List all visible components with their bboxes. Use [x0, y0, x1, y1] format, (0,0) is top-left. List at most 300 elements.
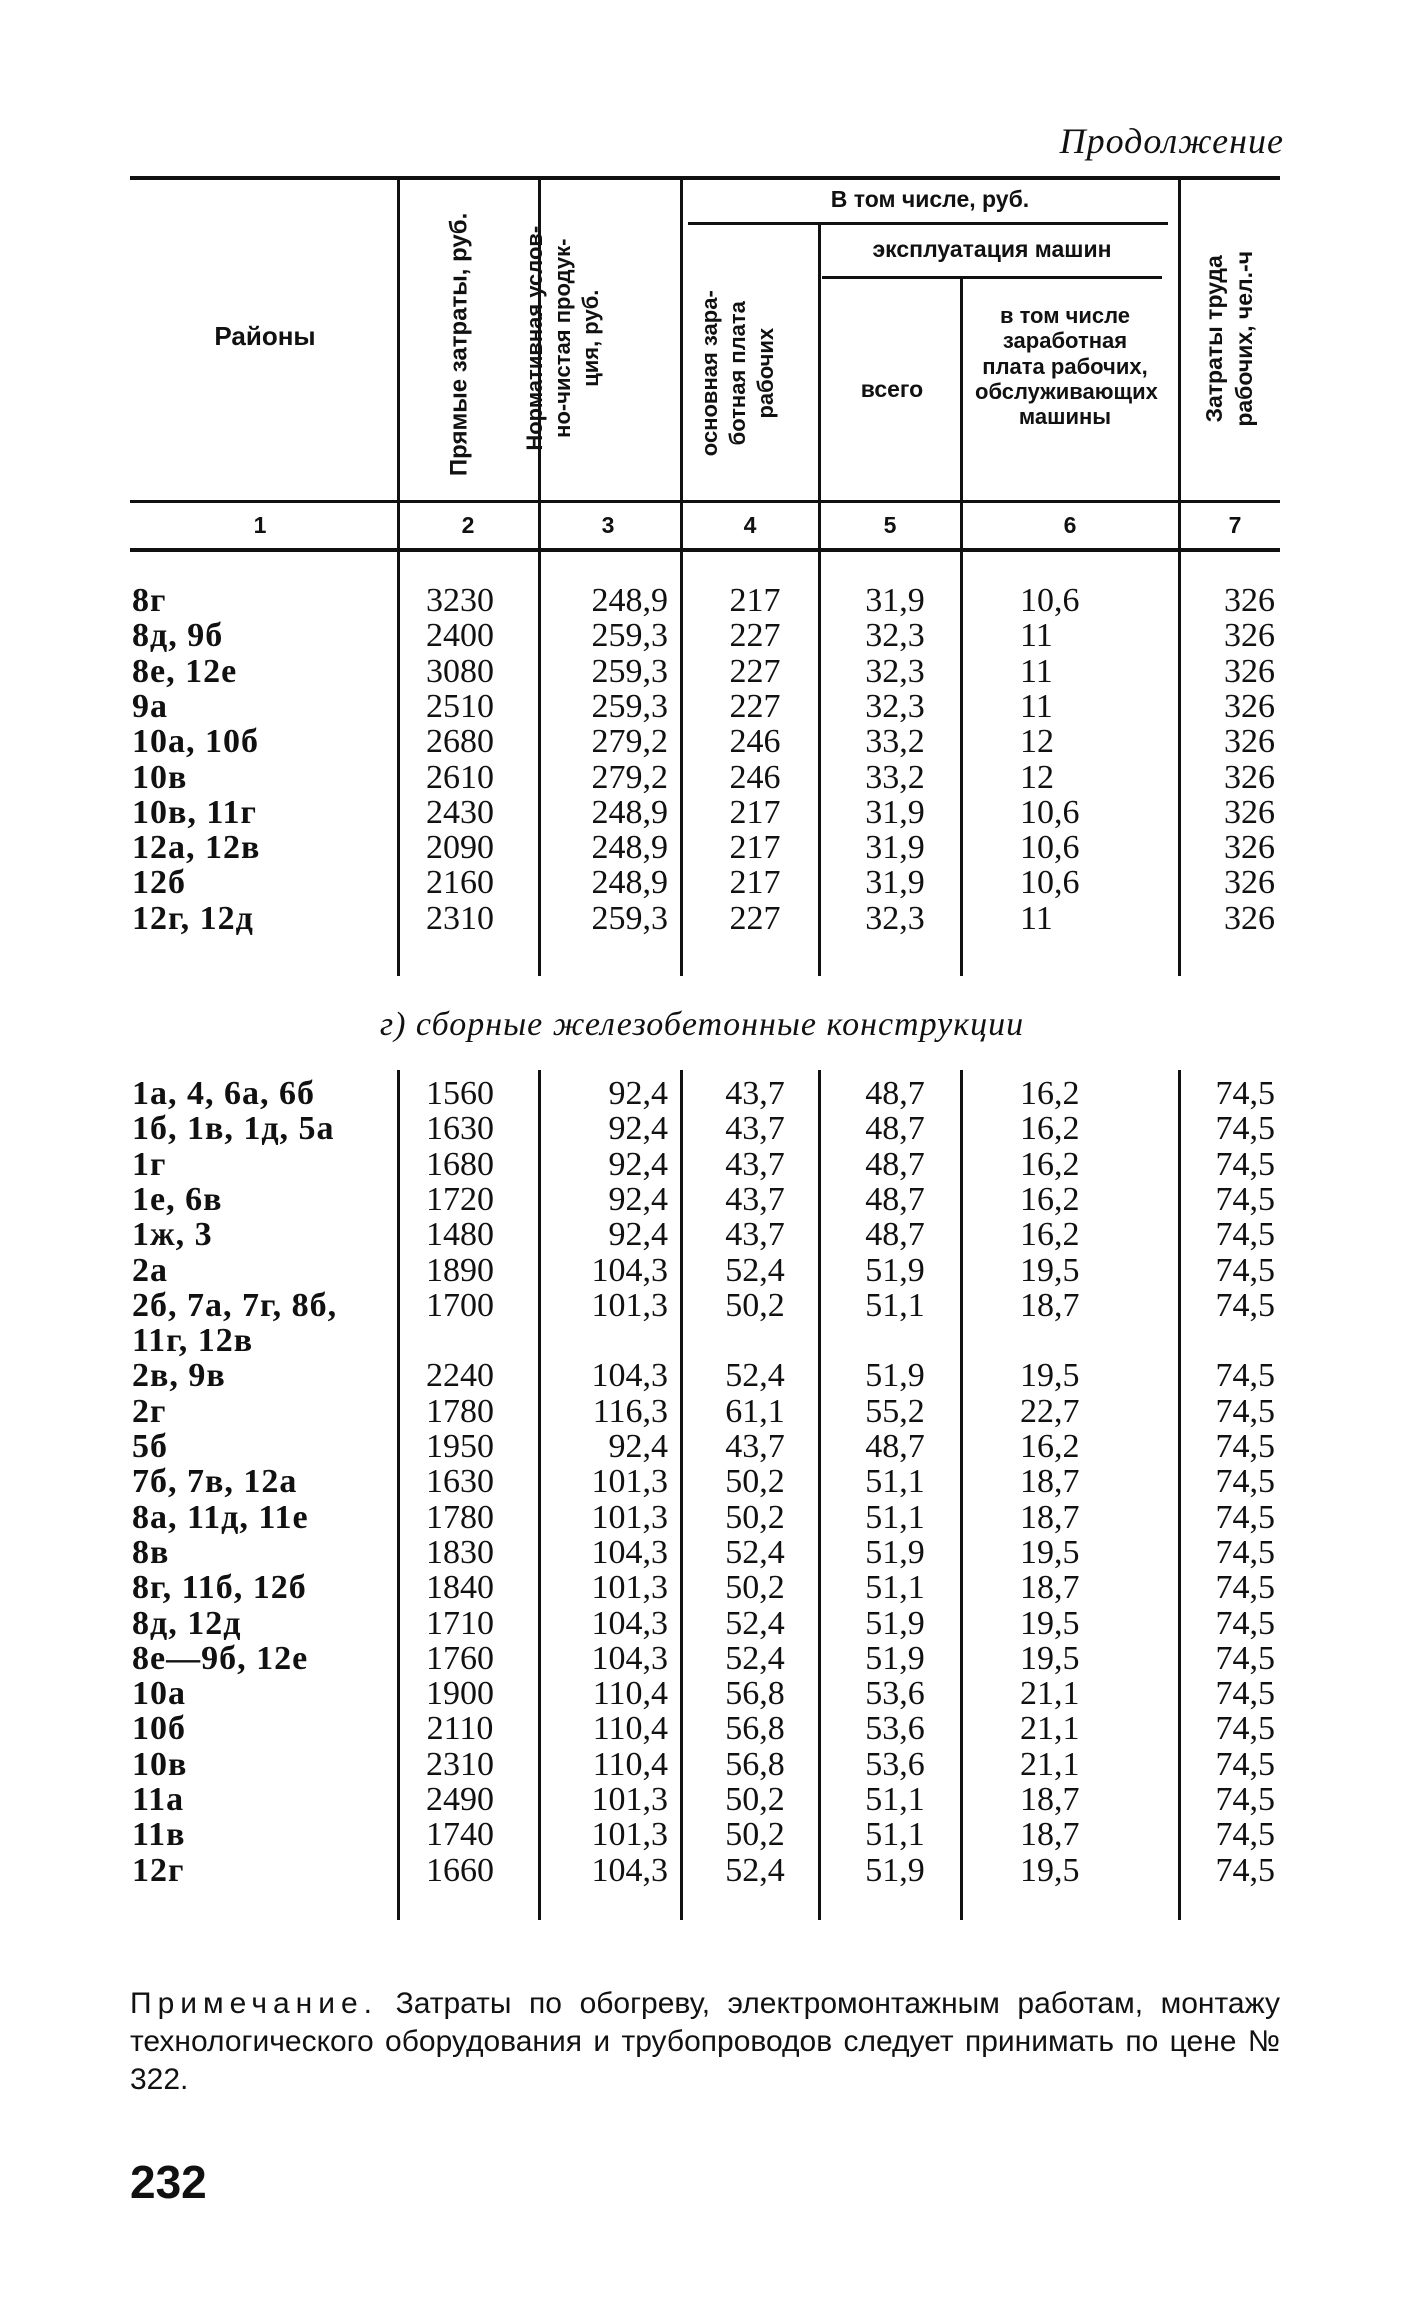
cell-region: 8г, 11б, 12б: [132, 1569, 307, 1607]
header-group-incl: В том числе, руб.: [830, 186, 1030, 212]
header-normative-output: [450, 190, 620, 490]
cell-machines-total: 55,2: [865, 1392, 925, 1430]
cell-normative-output: 248,9: [591, 793, 668, 831]
cell-direct-costs: 2310: [426, 899, 494, 937]
header-base-wages-line: основная зара-: [696, 290, 722, 457]
header-labor-costs-line: рабочих, чел.-ч: [1231, 250, 1258, 427]
cell-labor-costs: 74,5: [1215, 1463, 1275, 1501]
cell-base-wages: 52,4: [725, 1604, 785, 1642]
cell-normative-output: 104,3: [591, 1251, 668, 1289]
cell-base-wages: 56,8: [725, 1675, 785, 1713]
continuation-label: Продолжение: [1059, 121, 1284, 161]
header-normative-output-line: Нормативная услов-: [521, 225, 547, 451]
cell-base-wages: 227: [729, 652, 781, 690]
column-number: 3: [601, 512, 615, 538]
cell-labor-costs: 74,5: [1215, 1286, 1275, 1324]
cell-machines-total: 51,1: [865, 1286, 925, 1324]
cell-normative-output: 101,3: [591, 1498, 668, 1536]
table-row: [0, 795, 1404, 831]
cell-region: 11а: [132, 1781, 185, 1818]
cell-operator-wages: 22,7: [1020, 1392, 1080, 1430]
cell-region: 1а, 4, 6а, 6б: [132, 1075, 315, 1112]
cell-region: 1г: [132, 1145, 167, 1183]
cell-direct-costs: 1780: [426, 1498, 494, 1536]
cell-region: 12а, 12в: [132, 829, 261, 867]
cell-direct-costs: 1630: [426, 1110, 494, 1148]
cell-normative-output: 259,3: [591, 617, 668, 655]
table-row: [0, 1500, 1404, 1536]
cell-base-wages: 43,7: [725, 1110, 785, 1148]
cell-machines-total: 51,9: [865, 1357, 925, 1395]
cell-base-wages: 52,4: [725, 1851, 785, 1889]
cell-normative-output: 101,3: [591, 1286, 668, 1324]
table-row: [0, 1217, 1404, 1253]
cell-machines-total: 31,9: [865, 829, 925, 867]
cell-operator-wages: 11: [1020, 899, 1053, 937]
cell-normative-output: 104,3: [591, 1604, 668, 1642]
cell-labor-costs: 74,5: [1215, 1428, 1275, 1465]
cell-region: 12б: [132, 864, 186, 902]
footnote: [130, 1985, 1280, 2099]
header-direct-costs: Прямые затраты, руб.: [445, 212, 473, 477]
cell-labor-costs: 74,5: [1215, 1110, 1275, 1148]
cell-operator-wages: 18,7: [1020, 1498, 1080, 1536]
cell-region: 1ж, 3: [132, 1216, 213, 1254]
cell-machines-total: 51,9: [865, 1533, 925, 1571]
cell-machines-total: 51,1: [865, 1498, 925, 1536]
cell-machines-total: 53,6: [865, 1710, 925, 1748]
cell-base-wages: 43,7: [725, 1145, 785, 1183]
cell-operator-wages: 19,5: [1020, 1533, 1080, 1571]
table-row: [0, 830, 1404, 866]
cell-base-wages: 52,4: [725, 1533, 785, 1571]
header-operator-wages: в том числе заработная плата рабочих, обслуживающих машины: [975, 303, 1158, 430]
cell-machines-total: 33,2: [865, 723, 925, 761]
cell-labor-costs: 74,5: [1215, 1533, 1275, 1571]
cell-machines-total: 51,9: [865, 1851, 925, 1889]
cell-normative-output: 279,2: [591, 723, 668, 761]
cell-normative-output: 116,3: [592, 1392, 668, 1430]
cell-operator-wages: 21,1: [1020, 1710, 1080, 1748]
table-row: [0, 1535, 1404, 1571]
cell-operator-wages: 11: [1020, 687, 1053, 725]
cell-base-wages: 43,7: [725, 1216, 785, 1254]
cell-normative-output: 259,3: [591, 687, 668, 725]
cell-operator-wages: 19,5: [1020, 1251, 1080, 1289]
header-divider: [818, 225, 821, 500]
cell-labor-costs: 74,5: [1215, 1604, 1275, 1642]
cell-direct-costs: 1720: [426, 1180, 494, 1218]
cell-labor-costs: 74,5: [1215, 1075, 1275, 1112]
cell-direct-costs: 2510: [426, 687, 494, 725]
cell-base-wages: 52,4: [725, 1639, 785, 1677]
cell-labor-costs: 326: [1224, 582, 1275, 619]
cell-direct-costs: 3080: [426, 652, 494, 690]
colnum-divider: [1178, 503, 1181, 549]
cell-labor-costs: 74,5: [1215, 1781, 1275, 1818]
cell-normative-output: 101,3: [591, 1781, 668, 1818]
cell-region: 2а: [132, 1251, 168, 1289]
cell-normative-output: 110,4: [592, 1745, 668, 1783]
column-number: 1: [253, 512, 267, 538]
cell-direct-costs: 1700: [426, 1286, 494, 1324]
cell-operator-wages: 16,2: [1020, 1180, 1080, 1218]
cell-direct-costs: 1760: [426, 1639, 494, 1677]
cell-normative-output: 104,3: [591, 1357, 668, 1395]
cell-region: 8е—9б, 12е: [132, 1639, 309, 1677]
cell-direct-costs: 1630: [426, 1463, 494, 1501]
table-row: [0, 1570, 1404, 1606]
header-normative-output-line: но-чистая продук-: [549, 238, 575, 438]
colnum-rule: [130, 548, 1280, 552]
cell-machines-total: 53,6: [865, 1745, 925, 1783]
cell-base-wages: 217: [729, 864, 781, 902]
cell-base-wages: 43,7: [725, 1180, 785, 1218]
cell-normative-output: 101,3: [591, 1816, 668, 1854]
colnum-divider: [818, 503, 821, 549]
cell-machines-total: 48,7: [865, 1216, 925, 1254]
cell-direct-costs: 2090: [426, 829, 494, 867]
cell-labor-costs: 74,5: [1215, 1180, 1275, 1218]
cell-base-wages: 217: [729, 793, 781, 831]
table-row: [0, 901, 1404, 937]
table-row: [0, 1358, 1404, 1394]
column-number: 4: [743, 512, 757, 538]
cell-normative-output: 104,3: [591, 1533, 668, 1571]
cell-labor-costs: 326: [1224, 652, 1275, 690]
cell-operator-wages: 21,1: [1020, 1745, 1080, 1783]
cell-normative-output: 259,3: [591, 899, 668, 937]
cell-machines-total: 32,3: [865, 899, 925, 937]
footnote-lead: Примечание.: [130, 1987, 378, 2020]
cell-direct-costs: 2610: [426, 758, 494, 796]
cell-base-wages: 50,2: [725, 1781, 785, 1818]
table-row: [0, 583, 1404, 619]
cell-direct-costs: 1830: [426, 1533, 494, 1571]
table-top-rule: [130, 176, 1280, 180]
cell-operator-wages: 18,7: [1020, 1569, 1080, 1607]
cell-direct-costs: 2400: [426, 617, 494, 655]
cell-region: 1е, 6в: [132, 1180, 223, 1218]
cell-machines-total: 48,7: [865, 1110, 925, 1148]
cell-direct-costs: 1900: [426, 1675, 494, 1713]
cell-direct-costs: 1710: [426, 1604, 494, 1642]
cell-direct-costs: 1680: [426, 1145, 494, 1183]
cell-labor-costs: 326: [1224, 687, 1275, 725]
cell-operator-wages: 12: [1020, 758, 1054, 796]
cell-normative-output: 92,4: [608, 1145, 668, 1183]
cell-operator-wages: 10,6: [1020, 829, 1080, 867]
cell-operator-wages: 16,2: [1020, 1145, 1080, 1183]
cell-normative-output: 248,9: [591, 864, 668, 902]
cell-operator-wages: 18,7: [1020, 1286, 1080, 1324]
cell-direct-costs: 1840: [426, 1569, 494, 1607]
cell-base-wages: 227: [729, 617, 781, 655]
table-row: [0, 1711, 1404, 1747]
cell-machines-total: 51,9: [865, 1604, 925, 1642]
colnum-divider: [397, 503, 400, 549]
cell-normative-output: 92,4: [608, 1428, 668, 1465]
cell-labor-costs: 74,5: [1215, 1498, 1275, 1536]
cell-operator-wages: 19,5: [1020, 1851, 1080, 1889]
colnum-divider: [960, 503, 963, 549]
cell-normative-output: 92,4: [608, 1216, 668, 1254]
cell-base-wages: 50,2: [725, 1569, 785, 1607]
table-row: [0, 1111, 1404, 1147]
cell-direct-costs: 1780: [426, 1392, 494, 1430]
table-row: [0, 1076, 1404, 1112]
cell-operator-wages: 21,1: [1020, 1675, 1080, 1713]
cell-base-wages: 227: [729, 687, 781, 725]
cell-region: 10в: [132, 1745, 188, 1783]
column-number: 5: [883, 512, 897, 538]
cell-region: 2б, 7а, 7г, 8б,: [132, 1286, 338, 1324]
cell-direct-costs: 2430: [426, 793, 494, 831]
cell-region: 5б: [132, 1428, 168, 1465]
cell-normative-output: 101,3: [591, 1569, 668, 1607]
header-divider: [397, 180, 400, 500]
cell-region: 10в, 11г: [132, 793, 257, 831]
table-row: [0, 1394, 1404, 1430]
cell-operator-wages: 11: [1020, 617, 1053, 655]
table-row: [0, 1429, 1404, 1465]
cell-machines-total: 51,1: [865, 1463, 925, 1501]
cell-machines-total: 33,2: [865, 758, 925, 796]
cell-direct-costs: 2240: [426, 1357, 494, 1395]
cell-direct-costs: 2110: [426, 1710, 494, 1748]
cell-direct-costs: 2490: [426, 1781, 494, 1818]
table-row: [0, 1641, 1404, 1677]
column-number: 7: [1228, 512, 1242, 538]
cell-region: 11г, 12в: [132, 1322, 254, 1360]
cell-labor-costs: 326: [1224, 899, 1275, 937]
header-machine-rule: [822, 276, 1162, 279]
cell-operator-wages: 11: [1020, 652, 1053, 690]
cell-labor-costs: 74,5: [1215, 1710, 1275, 1748]
cell-normative-output: 92,4: [608, 1075, 668, 1112]
colnum-divider: [680, 503, 683, 549]
table-row: [0, 1606, 1404, 1642]
section-title: г) сборные железобетонные конструкции: [379, 1006, 1025, 1043]
cell-base-wages: 43,7: [725, 1428, 785, 1465]
cell-labor-costs: 74,5: [1215, 1639, 1275, 1677]
cell-labor-costs: 74,5: [1215, 1216, 1275, 1254]
cell-machines-total: 51,1: [865, 1781, 925, 1818]
cell-region: 8д, 12д: [132, 1604, 242, 1642]
cell-machines-total: 32,3: [865, 617, 925, 655]
cell-machines-total: 51,1: [865, 1816, 925, 1854]
header-base-wages: [620, 240, 790, 490]
cell-operator-wages: 16,2: [1020, 1110, 1080, 1148]
cell-labor-costs: 326: [1224, 864, 1275, 902]
table-row: [0, 1464, 1404, 1500]
cell-labor-costs: 74,5: [1215, 1569, 1275, 1607]
cell-region: 10в: [132, 758, 188, 796]
cell-labor-costs: 74,5: [1215, 1145, 1275, 1183]
cell-direct-costs: 2310: [426, 1745, 494, 1783]
cell-labor-costs: 74,5: [1215, 1851, 1275, 1889]
column-number: 6: [1063, 512, 1077, 538]
cell-region: 12г, 12д: [132, 899, 254, 937]
table-row: [0, 1817, 1404, 1853]
cell-operator-wages: 18,7: [1020, 1781, 1080, 1818]
cell-machines-total: 32,3: [865, 652, 925, 690]
cell-operator-wages: 19,5: [1020, 1639, 1080, 1677]
table-row: [0, 1288, 1404, 1324]
header-normative-output-line: ция, руб.: [577, 289, 603, 387]
header-labor-costs: [1180, 190, 1280, 490]
header-base-wages-line: рабочих: [752, 327, 778, 419]
cell-labor-costs: 74,5: [1215, 1392, 1275, 1430]
cell-operator-wages: 18,7: [1020, 1816, 1080, 1854]
cell-labor-costs: 326: [1224, 829, 1275, 867]
cell-labor-costs: 326: [1224, 723, 1275, 761]
cell-direct-costs: 2160: [426, 864, 494, 902]
cell-direct-costs: 1480: [426, 1216, 494, 1254]
cell-machines-total: 32,3: [865, 687, 925, 725]
cell-labor-costs: 326: [1224, 793, 1275, 831]
cell-labor-costs: 74,5: [1215, 1816, 1275, 1854]
table-row: [0, 1182, 1404, 1218]
header-divider: [960, 279, 963, 500]
cell-operator-wages: 10,6: [1020, 864, 1080, 902]
table-row: [0, 1853, 1404, 1889]
cell-labor-costs: 326: [1224, 617, 1275, 655]
cell-normative-output: 104,3: [591, 1851, 668, 1889]
cell-region: 8в: [132, 1533, 170, 1571]
table-row: [0, 654, 1404, 690]
cell-machines-total: 48,7: [865, 1075, 925, 1112]
cell-normative-output: 110,4: [592, 1710, 668, 1748]
footnote-text: Затраты по обогреву, электромонтажным работам, монтажу технологического оборудования и трубопроводов следует принимать по цене № 322.: [130, 1987, 1280, 2096]
cell-machines-total: 48,7: [865, 1180, 925, 1218]
cell-normative-output: 101,3: [591, 1463, 668, 1501]
cell-region: 10а, 10б: [132, 723, 259, 761]
cell-region: 12г: [132, 1851, 185, 1889]
cell-machines-total: 53,6: [865, 1675, 925, 1713]
cell-base-wages: 246: [729, 758, 781, 796]
cell-region: 2в, 9в: [132, 1357, 226, 1395]
cell-normative-output: 110,4: [592, 1675, 668, 1713]
cell-operator-wages: 16,2: [1020, 1075, 1080, 1112]
table-row: [0, 1323, 1404, 1359]
table-row: [0, 1147, 1404, 1183]
cell-machines-total: 51,9: [865, 1639, 925, 1677]
header-base-wages-line: ботная плата: [724, 301, 750, 446]
cell-region: 10б: [132, 1710, 186, 1748]
cell-region: 8а, 11д, 11е: [132, 1498, 309, 1536]
table-row: [0, 1253, 1404, 1289]
cell-normative-output: 279,2: [591, 758, 668, 796]
cell-region: 10а: [132, 1675, 186, 1713]
cell-region: 2г: [132, 1392, 167, 1430]
cell-operator-wages: 19,5: [1020, 1604, 1080, 1642]
page-number: 232: [130, 2156, 207, 2208]
cell-base-wages: 56,8: [725, 1745, 785, 1783]
cell-operator-wages: 10,6: [1020, 582, 1080, 619]
table-row: [0, 865, 1404, 901]
cell-normative-output: 92,4: [608, 1180, 668, 1218]
cell-region: 8д, 9б: [132, 617, 224, 655]
cell-base-wages: 50,2: [725, 1816, 785, 1854]
cell-region: 11в: [132, 1816, 186, 1854]
table-row: [0, 1676, 1404, 1712]
cell-normative-output: 248,9: [591, 829, 668, 867]
cell-base-wages: 43,7: [725, 1075, 785, 1112]
cell-operator-wages: 18,7: [1020, 1463, 1080, 1501]
cell-operator-wages: 19,5: [1020, 1357, 1080, 1395]
header-group-rule: [688, 222, 1168, 225]
cell-machines-total: 31,9: [865, 793, 925, 831]
cell-base-wages: 52,4: [725, 1251, 785, 1289]
cell-machines-total: 51,1: [865, 1569, 925, 1607]
cell-operator-wages: 16,2: [1020, 1216, 1080, 1254]
cell-direct-costs: 2680: [426, 723, 494, 761]
cell-direct-costs: 1560: [426, 1075, 494, 1112]
table-row: [0, 760, 1404, 796]
table-row: [0, 689, 1404, 725]
cell-machines-total: 31,9: [865, 582, 925, 619]
cell-base-wages: 227: [729, 899, 781, 937]
cell-labor-costs: 74,5: [1215, 1675, 1275, 1713]
cell-direct-costs: 1660: [426, 1851, 494, 1889]
header-machine-operation: эксплуатация машин: [872, 236, 1112, 262]
cell-machines-total: 48,7: [865, 1428, 925, 1465]
cell-operator-wages: 10,6: [1020, 793, 1080, 831]
cell-operator-wages: 16,2: [1020, 1428, 1080, 1465]
cell-base-wages: 50,2: [725, 1286, 785, 1324]
table-row: [0, 1747, 1404, 1783]
cell-normative-output: 104,3: [591, 1639, 668, 1677]
cell-operator-wages: 12: [1020, 723, 1054, 761]
cell-normative-output: 92,4: [608, 1110, 668, 1148]
cell-labor-costs: 326: [1224, 758, 1275, 796]
header-machines-total: всего: [860, 376, 924, 402]
cell-base-wages: 217: [729, 582, 781, 619]
cell-labor-costs: 74,5: [1215, 1251, 1275, 1289]
cell-region: 8г: [132, 582, 167, 619]
cell-normative-output: 259,3: [591, 652, 668, 690]
cell-direct-costs: 1890: [426, 1251, 494, 1289]
cell-machines-total: 31,9: [865, 864, 925, 902]
cell-region: 7б, 7в, 12а: [132, 1463, 298, 1501]
cell-machines-total: 48,7: [865, 1145, 925, 1183]
cell-region: 1б, 1в, 1д, 5а: [132, 1110, 335, 1148]
cell-base-wages: 50,2: [725, 1498, 785, 1536]
cell-normative-output: 248,9: [591, 582, 668, 619]
table-row: [0, 1782, 1404, 1818]
cell-direct-costs: 1950: [426, 1428, 494, 1465]
cell-base-wages: 56,8: [725, 1710, 785, 1748]
cell-base-wages: 52,4: [725, 1357, 785, 1395]
column-number: 2: [461, 512, 475, 538]
cell-base-wages: 61,1: [725, 1392, 785, 1430]
cell-labor-costs: 74,5: [1215, 1357, 1275, 1395]
cell-base-wages: 246: [729, 723, 781, 761]
cell-labor-costs: 74,5: [1215, 1745, 1275, 1783]
cell-direct-costs: 1740: [426, 1816, 494, 1854]
cell-region: 8е, 12е: [132, 652, 238, 690]
cell-region: 9а: [132, 687, 168, 725]
cell-direct-costs: 3230: [426, 582, 494, 619]
cell-base-wages: 217: [729, 829, 781, 867]
header-labor-costs-line: Затраты труда: [1201, 255, 1228, 423]
cell-base-wages: 50,2: [725, 1463, 785, 1501]
cell-machines-total: 51,9: [865, 1251, 925, 1289]
table-row: [0, 724, 1404, 760]
header-regions: Районы: [214, 321, 316, 351]
table-row: [0, 618, 1404, 654]
